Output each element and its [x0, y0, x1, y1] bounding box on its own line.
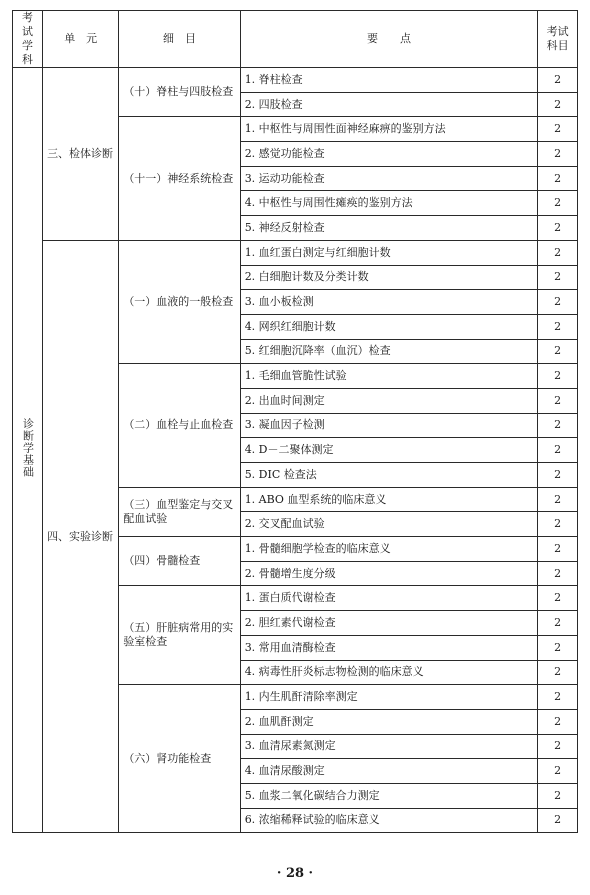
- point-cell: 2. 感觉功能检查: [240, 142, 538, 167]
- level-cell: 2: [538, 709, 578, 734]
- point-cell: 1. 中枢性与周围性面神经麻痹的鉴别方法: [240, 117, 538, 142]
- level-cell: 2: [538, 808, 578, 833]
- point-cell: 1. 脊柱检查: [240, 68, 538, 93]
- level-cell: 2: [538, 240, 578, 265]
- header-detail: 细 目: [119, 11, 240, 68]
- level-cell: 2: [538, 388, 578, 413]
- level-cell: 2: [538, 586, 578, 611]
- level-cell: 2: [538, 216, 578, 241]
- point-cell: 5. DIC 检查法: [240, 463, 538, 488]
- point-cell: 4. 网织红细胞计数: [240, 314, 538, 339]
- page-number: · 28 ·: [276, 866, 314, 881]
- level-cell: 2: [538, 660, 578, 685]
- detail-cell: （四）骨髓检查: [119, 537, 240, 586]
- level-cell: 2: [538, 438, 578, 463]
- point-cell: 5. 血浆二氧化碳结合力测定: [240, 783, 538, 808]
- level-cell: 2: [538, 487, 578, 512]
- point-cell: 3. 常用血清酶检查: [240, 635, 538, 660]
- level-cell: 2: [538, 314, 578, 339]
- level-cell: 2: [538, 635, 578, 660]
- point-cell: 2. 出血时间测定: [240, 388, 538, 413]
- level-cell: 2: [538, 339, 578, 364]
- level-cell: 2: [538, 191, 578, 216]
- level-cell: 2: [538, 734, 578, 759]
- table-header: [13, 11, 578, 68]
- point-cell: 1. 内生肌酐清除率测定: [240, 685, 538, 710]
- level-cell: 2: [538, 142, 578, 167]
- level-cell: 2: [538, 68, 578, 93]
- point-cell: 1. 毛细血管脆性试验: [240, 364, 538, 389]
- level-cell: 2: [538, 463, 578, 488]
- level-cell: 2: [538, 92, 578, 117]
- point-cell: 3. 凝血因子检测: [240, 413, 538, 438]
- point-cell: 4. 病毒性肝炎标志物检测的临床意义: [240, 660, 538, 685]
- point-cell: 3. 运动功能检查: [240, 166, 538, 191]
- level-cell: 2: [538, 685, 578, 710]
- point-cell: 3. 血清尿素氮测定: [240, 734, 538, 759]
- point-cell: 3. 血小板检测: [240, 290, 538, 315]
- point-cell: 1. ABO 血型系统的临床意义: [240, 487, 538, 512]
- detail-cell: （十）脊柱与四肢检查: [119, 68, 240, 117]
- point-cell: 4. D－二聚体测定: [240, 438, 538, 463]
- level-cell: 2: [538, 561, 578, 586]
- detail-cell: （六）肾功能检查: [119, 685, 240, 833]
- point-cell: 2. 骨髓增生度分级: [240, 561, 538, 586]
- level-cell: 2: [538, 759, 578, 784]
- unit-cell: 四、实验诊断: [43, 240, 119, 833]
- level-cell: 2: [538, 537, 578, 562]
- table-row: [13, 240, 578, 265]
- subject-label: 诊断学基础: [21, 418, 35, 479]
- level-cell: 2: [538, 611, 578, 636]
- level-cell: 2: [538, 166, 578, 191]
- point-cell: 2. 胆红素代谢检查: [240, 611, 538, 636]
- table-body: [13, 68, 578, 833]
- point-cell: 1. 骨髓细胞学检查的临床意义: [240, 537, 538, 562]
- level-cell: 2: [538, 265, 578, 290]
- table-row: [13, 68, 578, 93]
- point-cell: 5. 红细胞沉降率（血沉）检查: [240, 339, 538, 364]
- point-cell: 2. 交叉配血试验: [240, 512, 538, 537]
- header-point: 要 点: [240, 11, 538, 68]
- point-cell: 2. 血肌酐测定: [240, 709, 538, 734]
- header-unit: 单 元: [43, 11, 119, 68]
- detail-cell: （十一）神经系统检查: [119, 117, 240, 240]
- level-cell: 2: [538, 117, 578, 142]
- level-cell: 2: [538, 512, 578, 537]
- detail-cell: （五）肝脏病常用的实验室检查: [119, 586, 240, 685]
- detail-cell: （二）血栓与止血检查: [119, 364, 240, 487]
- level-cell: 2: [538, 364, 578, 389]
- header-level: 考试科目: [538, 11, 578, 68]
- subject-cell: [13, 68, 43, 833]
- point-cell: 4. 中枢性与周围性瘫痪的鉴别方法: [240, 191, 538, 216]
- point-cell: 1. 蛋白质代谢检查: [240, 586, 538, 611]
- point-cell: 4. 血清尿酸测定: [240, 759, 538, 784]
- point-cell: 6. 浓缩稀释试验的临床意义: [240, 808, 538, 833]
- level-cell: 2: [538, 413, 578, 438]
- point-cell: 1. 血红蛋白测定与红细胞计数: [240, 240, 538, 265]
- header-subject: 考试学科: [13, 11, 43, 68]
- point-cell: 5. 神经反射检查: [240, 216, 538, 241]
- level-cell: 2: [538, 290, 578, 315]
- point-cell: 2. 四肢检查: [240, 92, 538, 117]
- unit-cell: 三、检体诊断: [43, 68, 119, 241]
- syllabus-table: [12, 10, 578, 833]
- point-cell: 2. 白细胞计数及分类计数: [240, 265, 538, 290]
- detail-cell: （三）血型鉴定与交叉配血试验: [119, 487, 240, 536]
- detail-cell: （一）血液的一般检查: [119, 240, 240, 363]
- level-cell: 2: [538, 783, 578, 808]
